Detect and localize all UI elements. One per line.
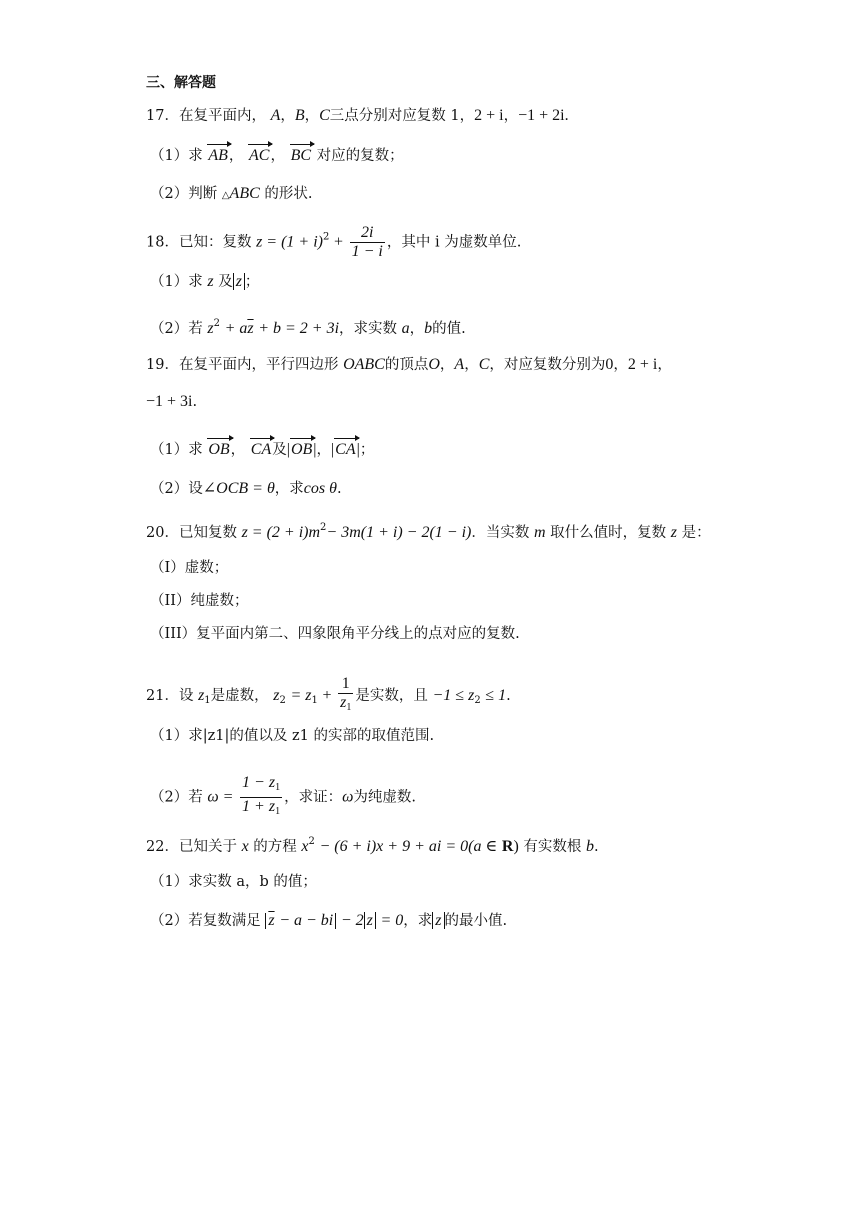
q18-part-2: （2）若 $z^2 + a\overline{z} + b = 2 + 3i$，求实数 a，b的值. xyxy=(150,318,466,337)
section-title: 三、解答题 xyxy=(146,75,216,91)
q20-part-1: （I）虚数； xyxy=(150,560,229,576)
q20-part-2: （II）纯虚数； xyxy=(150,593,249,609)
q22-part-1: （1）求实数 a，b 的值； xyxy=(150,874,317,890)
q20-part-3: （III）复平面内第二、四象限角平分线上的点对应的复数. xyxy=(150,626,520,642)
fraction: $\frac{1}{z_1}$ xyxy=(340,675,352,713)
fraction: $\frac{1 - z_1}{1 + z_1}$ xyxy=(242,774,281,817)
q19-part-1: （1）求 OB， CA及|OB|，|CA|； xyxy=(150,441,375,458)
q19-part-2: （2）设∠OCB = θ，求cos θ. xyxy=(150,480,342,497)
q17-part-1: （1）求 AB， AC， BC 对应的复数； xyxy=(150,147,404,164)
question-20: 20．已知复数 $z = (2 + i)m^2- 3m(1 + i) - 2(1 - i)$．当实数 m 取什么值时，复数 z 是： xyxy=(146,522,711,541)
question-21: 21．设 $z_1$是虚数， $z_2 = z_1$ + $\frac{1}{z_1}$ 是实数，且 $-1 \le z_2 \le 1$. xyxy=(146,675,511,717)
q17-part-2: （2）判断 △ABC 的形状. xyxy=(150,185,313,202)
fraction: $\frac{2i}{1 - i}$ xyxy=(351,224,383,260)
question-19-cont: −1 + 3i. xyxy=(146,393,198,410)
q21-part-2: （2）若 ω = $\frac{1 - z_1}{1 + z_1}$ ，求证：ω为纯虚数. xyxy=(150,774,416,821)
question-19: 19．在复平面内，平行四边形 OABC的顶点O，A，C，对应复数分别为0，2 + i， xyxy=(146,356,672,373)
question-22: 22．已知关于 x 的方程 $x^2 - (6 + i)x + 9$ + ai = 0(a ∈ R) 有实数根 b. xyxy=(146,836,599,855)
q18-part-1: （1）求 z 及 z ； xyxy=(150,273,260,290)
question-17: 17．在复平面内， A，B，C三点分别对应复数 1，2 + i，−1 + 2i. xyxy=(146,107,569,124)
q21-part-1: （1）求|z1|的值以及 z1 的实部的取值范围. xyxy=(150,728,435,744)
question-18: 18．已知：复数 $z = (1 + i)^2$ + $\frac{2i}{1 - i}$ ，其中 i 为虚数单位. xyxy=(146,224,522,260)
q22-part-2: （2）若复数满足 $\overline{z} - a$ − bi − 2 z = 0，求 z 的最小值. xyxy=(150,912,508,929)
